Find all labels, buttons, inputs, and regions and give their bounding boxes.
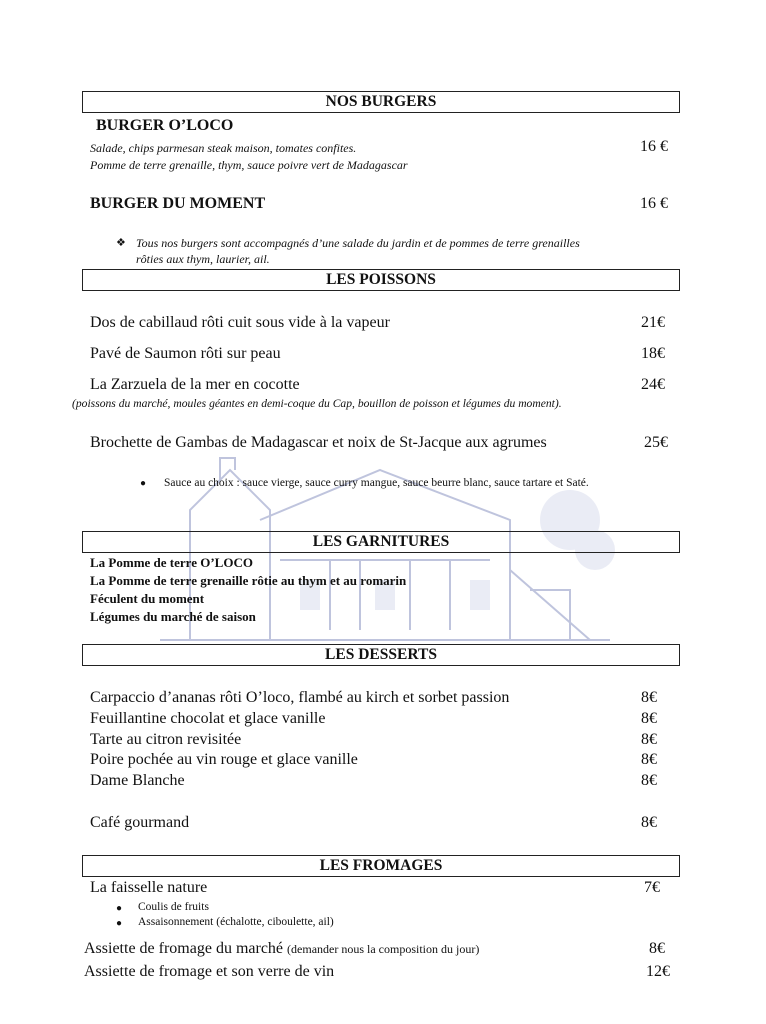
section-header-desserts: LES DESSERTS (82, 644, 680, 666)
assiette-vin-price: 12€ (646, 963, 670, 980)
poisson-item-price: 18€ (641, 345, 665, 362)
burger-oloco-desc-1: Salade, chips parmesan steak maison, tomates confites. (90, 141, 357, 155)
section-header-burgers: NOS BURGERS (82, 91, 680, 113)
poisson-item-name: Pavé de Saumon rôti sur peau (90, 345, 281, 362)
section-header-garnitures: LES GARNITURES (82, 531, 680, 553)
poisson-item-price: 24€ (641, 376, 665, 393)
dessert-item-name: Café gourmand (90, 814, 190, 831)
poisson-item-name: Dos de cabillaud rôti cuit sous vide à la vapeur (90, 314, 390, 331)
poisson-item-price: 21€ (641, 314, 665, 331)
burger-note-line-2: rôties aux thym, laurier, ail. (136, 252, 270, 266)
garniture-item: Féculent du moment (90, 591, 205, 606)
burger-oloco-desc-2: Pomme de terre grenaille, thym, sauce poivre vert de Madagascar (90, 158, 408, 172)
dessert-item-price: 8€ (641, 751, 657, 768)
assiette-marche-row (84, 940, 479, 958)
poisson-item-name: La Zarzuela de la mer en cocotte (90, 376, 300, 393)
faisselle-option: Assaisonnement (échalotte, ciboulette, ail) (138, 916, 334, 928)
bullet-icon: ● (116, 918, 123, 929)
dessert-item-name: Feuillantine chocolat et glace vanille (90, 710, 326, 727)
garniture-item: Légumes du marché de saison (90, 609, 256, 624)
burger-oloco-name: BURGER O’LOCO (96, 117, 234, 134)
dessert-item-name: Carpaccio d’ananas rôti O’loco, flambé au kirch et sorbet passion (90, 689, 510, 706)
dessert-item-price: 8€ (641, 772, 657, 789)
bullet-icon: ● (140, 478, 147, 489)
burger-oloco-price: 16 € (640, 138, 668, 155)
garniture-item: La Pomme de terre grenaille rôtie au thym et au romarin (90, 573, 407, 588)
faisselle-name: La faisselle nature (90, 879, 208, 896)
dessert-item-price: 8€ (641, 814, 657, 831)
burger-moment-price: 16 € (640, 195, 668, 212)
burger-note-line-1: Tous nos burgers sont accompagnés d’une salade du jardin et de pommes de terre grenailles (136, 236, 580, 250)
burger-note-bullet-icon: ❖ (116, 237, 126, 249)
faisselle-option: Coulis de fruits (138, 901, 209, 913)
assiette-marche-name: Assiette de fromage du marché (84, 940, 284, 957)
faisselle-price: 7€ (644, 879, 660, 896)
assiette-marche-price: 8€ (649, 940, 665, 957)
dessert-item-name: Dame Blanche (90, 772, 185, 789)
section-header-poissons: LES POISSONS (82, 269, 680, 291)
poisson-item-name: Brochette de Gambas de Madagascar et noix de St-Jacque aux agrumes (90, 434, 547, 451)
poisson-item-price: 25€ (644, 434, 668, 451)
assiette-vin-name: Assiette de fromage et son verre de vin (84, 963, 335, 980)
section-header-fromages: LES FROMAGES (82, 855, 680, 877)
dessert-item-name: Poire pochée au vin rouge et glace vanille (90, 751, 358, 768)
zarzuela-note: (poissons du marché, moules géantes en demi-coque du Cap, bouillon de poisson et légumes du moment). (72, 397, 562, 410)
assiette-marche-note: (demander nous la composition du jour) (287, 942, 480, 956)
garniture-item: La Pomme de terre O’LOCO (90, 555, 253, 570)
burger-moment-name: BURGER DU MOMENT (90, 195, 266, 212)
dessert-item-price: 8€ (641, 689, 657, 706)
bullet-icon: ● (116, 903, 123, 914)
dessert-item-name: Tarte au citron revisitée (90, 731, 242, 748)
dessert-item-price: 8€ (641, 731, 657, 748)
dessert-item-price: 8€ (641, 710, 657, 727)
sauce-note: Sauce au choix : sauce vierge, sauce curry mangue, sauce beurre blanc, sauce tartare et Saté. (164, 477, 589, 489)
